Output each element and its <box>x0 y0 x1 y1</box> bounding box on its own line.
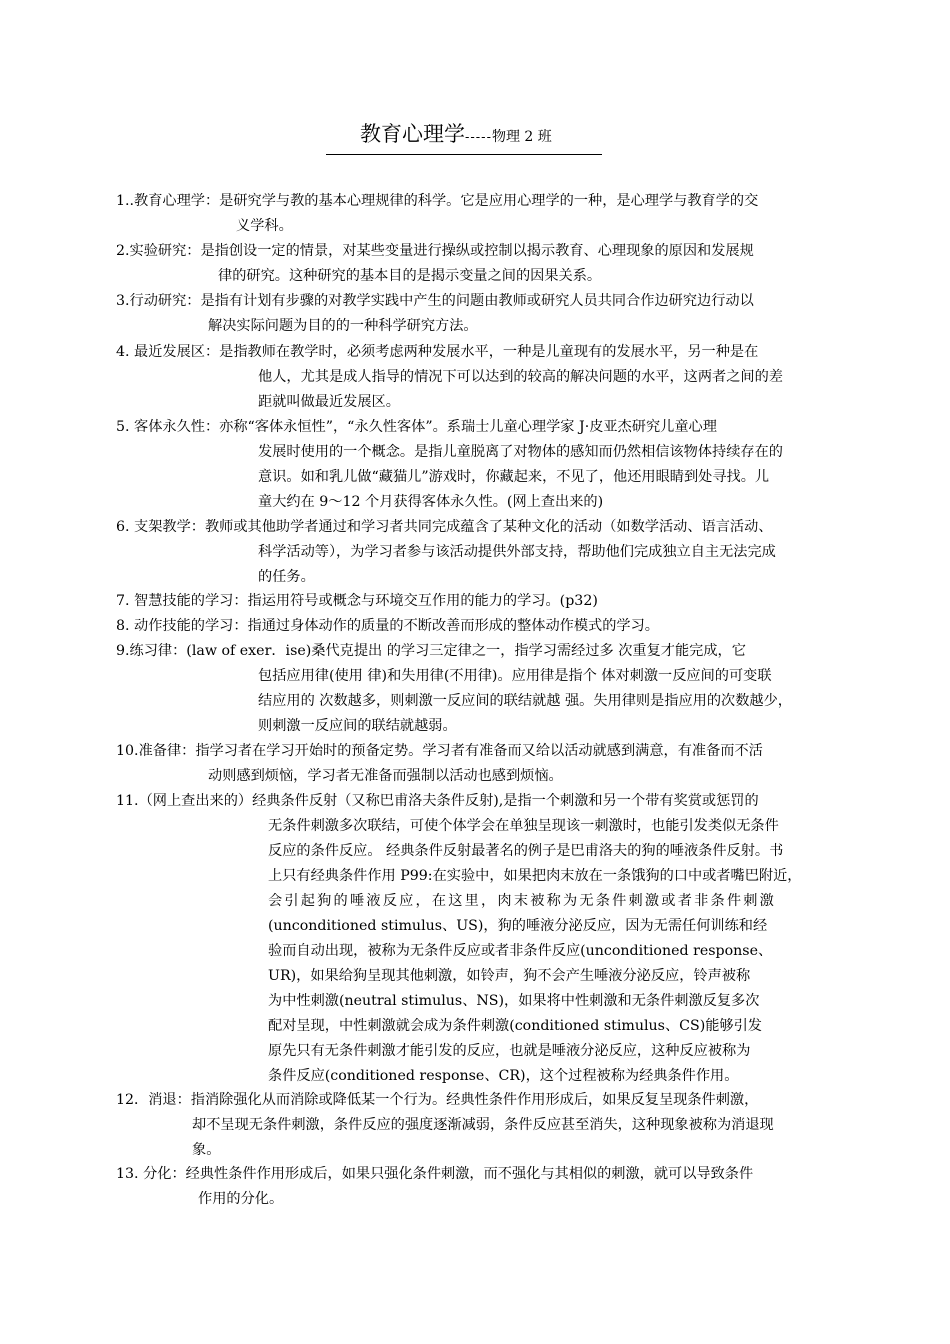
item-line: 会引起狗的唾液反应，在这里，肉末被称为无条件刺激或者非条件刺激 <box>268 893 777 909</box>
item-line: 动则感到烦恼，学习者无准备而强制以活动也感到烦恼。 <box>208 768 563 784</box>
item-line: 则刺激一反应间的联结就越弱。 <box>258 718 457 734</box>
item-line: 他人，尤其是成人指导的情况下可以达到的较高的解决问题的水平，这两者之间的差 <box>258 369 783 385</box>
definition-item-5 <box>116 415 882 515</box>
definition-item-6 <box>116 515 882 590</box>
item-line: 原先只有无条件刺激才能引发的反应，也就是唾液分泌反应，这种反应被称为 <box>268 1043 751 1059</box>
item-line: 9.练习律：(law of exer．ise)桑代克提出 的学习三定律之一，指学习需经过多 次重复才能完成，它 <box>116 643 746 659</box>
title-dashes: ----- <box>465 130 492 145</box>
item-line: 结应用的 次数越多，则刺激一反应间的联结就越 强。失用律则是指应用的次数越少， <box>258 693 792 709</box>
definition-item-1 <box>116 189 882 239</box>
item-line: 7. 智慧技能的学习：指运用符号或概念与环境交互作用的能力的学习。(p32) <box>116 593 598 609</box>
item-line: 6. 支架教学：教师或其他助学者通过和学习者共同完成蕴含了某种文化的活动（如数学活动、语言活动、 <box>116 519 773 535</box>
item-line: 律的研究。这种研究的基本目的是揭示变量之间的因果关系。 <box>218 268 602 284</box>
item-line: 却不呈现无条件刺激，条件反应的强度逐渐减弱，条件反应甚至消失，这种现象被称为消退现 <box>192 1117 774 1133</box>
item-line: UR)，如果给狗呈现其他刺激，如铃声，狗不会产生唾液分泌反应，铃声被称 <box>268 968 751 984</box>
title-class: 物理 2 班 <box>491 129 552 145</box>
item-line: 的任务。 <box>258 569 315 585</box>
item-line: 条件反应(conditioned response、CR)，这个过程被称为经典条件作用。 <box>268 1068 739 1084</box>
definition-item-2 <box>116 239 882 289</box>
item-line: 意识。如和乳儿做“藏猫儿”游戏时，你藏起来，不见了，他还用眼睛到处寻找。儿 <box>258 469 770 485</box>
item-line: 11.（网上查出来的）经典条件反射（又称巴甫洛夫条件反射),是指一个刺激和另一个带有奖赏或惩罚的 <box>116 793 759 809</box>
item-line: 包括应用律(使用 律)和失用律(不用律)。应用律是指个 体对刺激一反应间的可变联 <box>258 668 772 684</box>
item-line: 8. 动作技能的学习：指通过身体动作的质量的不断改善而形成的整体动作模式的学习。 <box>116 618 659 634</box>
item-line: 作用的分化。 <box>198 1191 284 1207</box>
item-line: 2.实验研究：是指创设一定的情景，对某些变量进行操纵或控制以揭示教育、心理现象的原因和发展规 <box>116 243 754 259</box>
item-line: 科学活动等），为学习者参与该活动提供外部支持，帮助他们完成独立自主无法完成 <box>258 544 776 560</box>
definition-item-13 <box>116 1162 882 1212</box>
item-line: 为中性刺激(neutral stimulus、NS)，如果将中性刺激和无条件刺激反复多次 <box>268 993 760 1009</box>
item-line: 发展时使用的一个概念。是指儿童脱离了对物体的感知而仍然相信该物体持续存在的 <box>258 444 783 460</box>
item-line: 1..教育心理学：是研究学与教的基本心理规律的科学。它是应用心理学的一种，是心理学与教育学的交 <box>116 193 759 209</box>
item-line: 义学科。 <box>236 218 293 234</box>
item-line: 无条件刺激多次联结，可使个体学会在单独呈现该一刺激时，也能引发类似无条件 <box>268 818 779 834</box>
definition-item-12 <box>116 1088 882 1163</box>
definition-item-11 <box>116 789 882 1089</box>
item-line: 反应的条件反应。 经典条件反射最著名的例子是巴甫洛夫的狗的唾液条件反射。书 <box>268 843 784 859</box>
item-line: 验而自动出现，被称为无条件反应或者非条件反应(unconditioned response、 <box>268 943 773 959</box>
definition-item-3 <box>116 289 882 339</box>
definition-item-7 <box>116 589 882 614</box>
definition-item-9 <box>116 639 882 739</box>
item-line: 距就叫做最近发展区。 <box>258 394 400 410</box>
item-line: (unconditioned stimulus、US)，狗的唾液分泌反应，因为无需任何训练和经 <box>268 918 768 934</box>
item-line: 12．消退：指消除强化从而消除或降低某一个行为。经典性条件作用形成后，如果反复呈现条件刺激， <box>116 1092 759 1108</box>
item-line: 配对呈现，中性刺激就会成为条件刺激(conditioned stimulus、CS)能够引发 <box>268 1018 762 1034</box>
item-line: 13. 分化：经典性条件作用形成后，如果只强化条件刺激，而不强化与其相似的刺激，就可以导致条件 <box>116 1166 754 1182</box>
definition-item-10 <box>116 739 882 789</box>
item-line: 3.行动研究：是指有计划有步骤的对教学实践中产生的问题由教师或研究人员共同合作边研究边行动以 <box>116 293 754 309</box>
definition-item-4 <box>116 340 882 415</box>
item-line: 10.准备律：指学习者在学习开始时的预备定势。学习者有准备而又给以活动就感到满意，有准备而不活 <box>116 743 763 759</box>
item-line: 4. 最近发展区：是指教师在教学时，必须考虑两种发展水平，一种是儿童现有的发展水平，另一种是在 <box>116 344 759 360</box>
item-line: 5. 客体永久性：亦称“客体永恒性”，“永久性客体”。系瑞士儿童心理学家 J·皮亚杰研究儿童心理 <box>116 419 717 435</box>
item-line: 童大约在 9～12 个月获得客体永久性。(网上查出来的) <box>258 494 604 510</box>
title-main: 教育心理学 <box>360 122 465 146</box>
item-line: 上只有经典条件作用 P99:在实验中，如果把肉末放在一条饿狗的口中或者嘴巴附近， <box>268 868 802 884</box>
definition-item-8 <box>116 614 882 639</box>
item-line: 解决实际问题为目的的一种科学研究方法。 <box>208 318 478 334</box>
item-line: 象。 <box>192 1142 221 1158</box>
document-title <box>326 118 602 155</box>
